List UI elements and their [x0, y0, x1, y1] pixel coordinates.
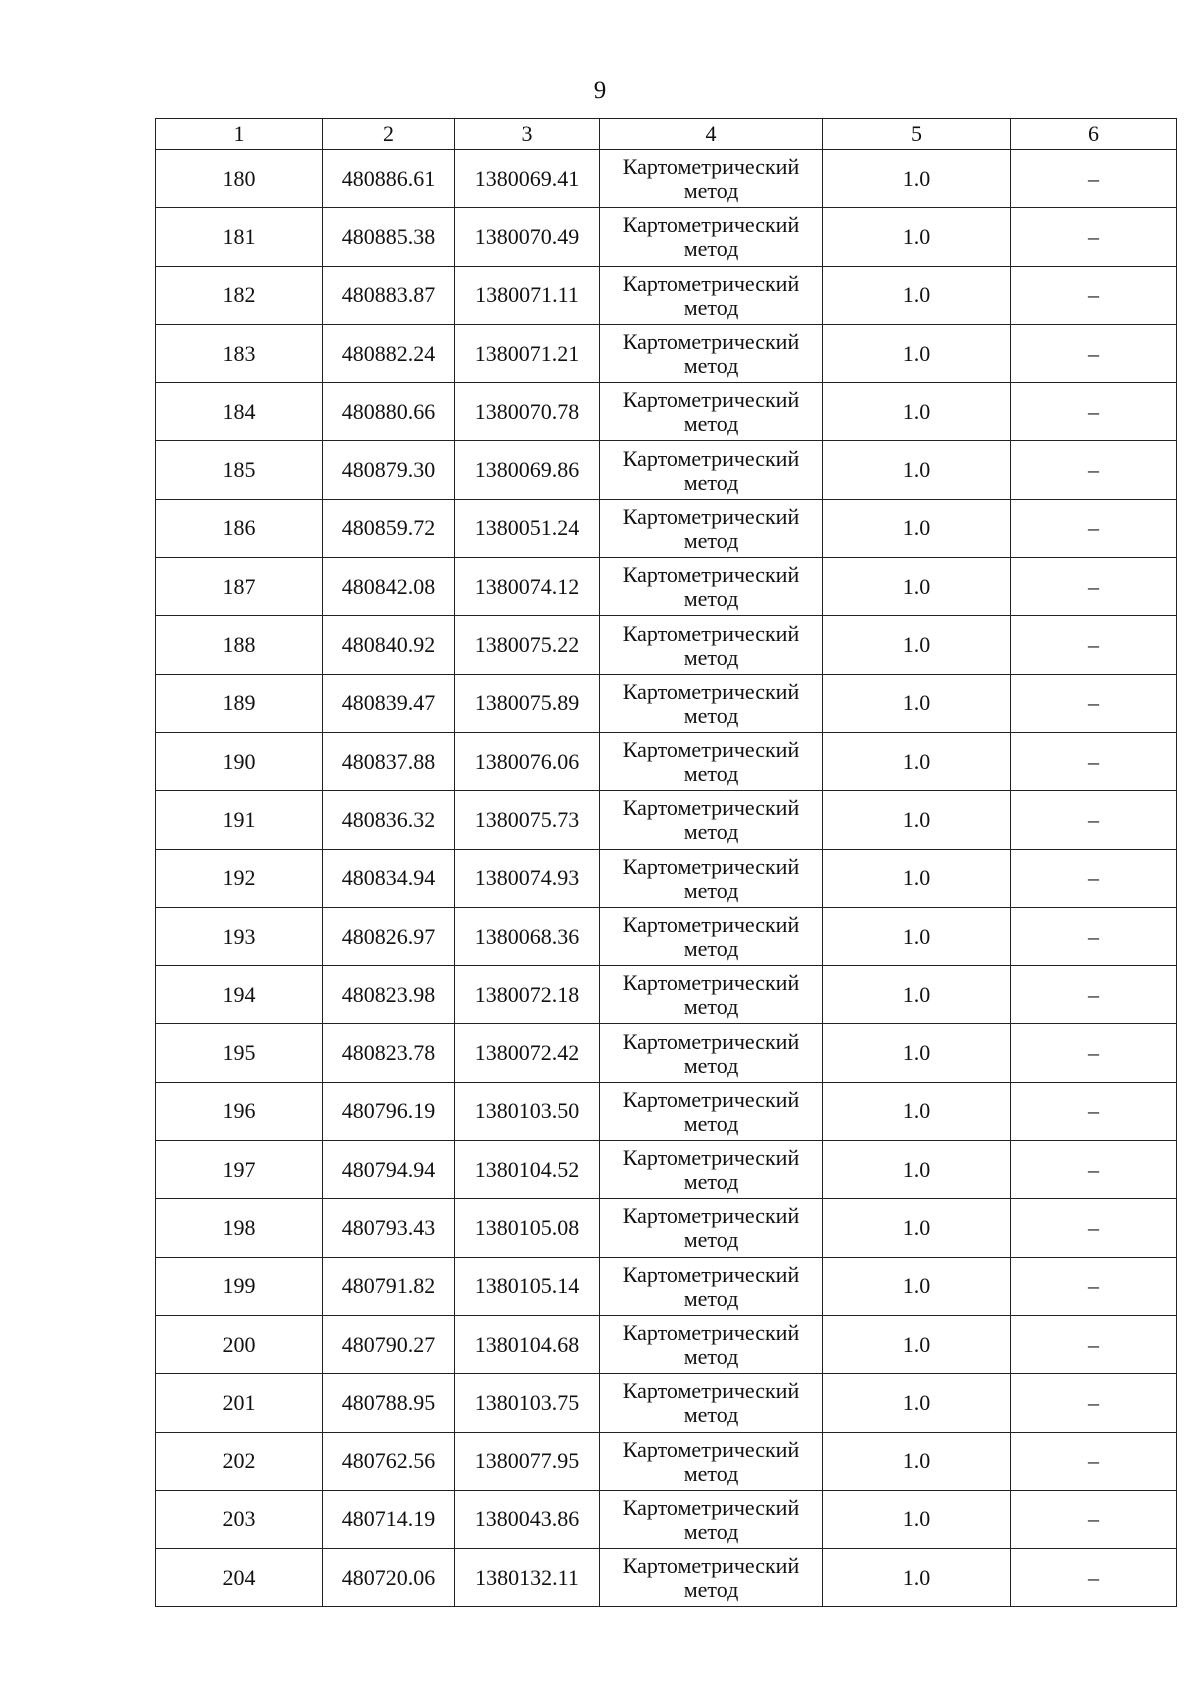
method-cell — [600, 616, 823, 674]
note-cell: – — [1011, 1257, 1177, 1315]
x-coordinate-cell: 480720.06 — [323, 1549, 455, 1607]
method-line-2: метод — [683, 1460, 739, 1486]
note-cell: – — [1011, 441, 1177, 499]
method-line-2: метод — [683, 1518, 739, 1544]
accuracy-cell: 1.0 — [823, 791, 1011, 849]
note-cell: – — [1011, 1199, 1177, 1257]
point-number-cell: 186 — [156, 499, 323, 557]
method-cell — [600, 208, 823, 266]
method-line-1: Картометрический — [622, 1145, 800, 1171]
point-number-cell: 200 — [156, 1315, 323, 1373]
y-coordinate-cell: 1380072.18 — [455, 966, 600, 1024]
accuracy-cell: 1.0 — [823, 1315, 1011, 1373]
method-line-2: метод — [683, 1227, 739, 1253]
method-line-1: Картометрический — [622, 1203, 800, 1229]
point-number-cell: 202 — [156, 1432, 323, 1490]
y-coordinate-cell: 1380074.12 — [455, 558, 600, 616]
method-cell — [600, 499, 823, 557]
table-row — [156, 208, 1177, 266]
note-cell: – — [1011, 616, 1177, 674]
accuracy-cell: 1.0 — [823, 383, 1011, 441]
point-number-cell: 204 — [156, 1549, 323, 1607]
x-coordinate-cell: 480796.19 — [323, 1082, 455, 1140]
method-cell — [600, 1549, 823, 1607]
method-line-1: Картометрический — [622, 212, 800, 238]
note-cell: – — [1011, 558, 1177, 616]
point-number-cell: 199 — [156, 1257, 323, 1315]
accuracy-cell: 1.0 — [823, 849, 1011, 907]
point-number-cell: 197 — [156, 1141, 323, 1199]
method-cell — [600, 849, 823, 907]
method-line-1: Картометрический — [622, 970, 800, 996]
accuracy-cell: 1.0 — [823, 616, 1011, 674]
method-line-2: метод — [683, 178, 739, 204]
x-coordinate-cell: 480886.61 — [323, 150, 455, 208]
x-coordinate-cell: 480880.66 — [323, 383, 455, 441]
point-number-cell: 185 — [156, 441, 323, 499]
y-coordinate-cell: 1380075.73 — [455, 791, 600, 849]
method-line-1: Картометрический — [622, 795, 800, 821]
method-cell — [600, 1432, 823, 1490]
accuracy-cell: 1.0 — [823, 1549, 1011, 1607]
method-line-2: метод — [683, 819, 739, 845]
header-col-4: 4 — [600, 119, 823, 150]
point-number-cell: 196 — [156, 1082, 323, 1140]
x-coordinate-cell: 480788.95 — [323, 1374, 455, 1432]
header-row — [156, 119, 1177, 150]
method-line-2: метод — [683, 527, 739, 553]
y-coordinate-cell: 1380070.78 — [455, 383, 600, 441]
x-coordinate-cell: 480882.24 — [323, 324, 455, 382]
accuracy-cell: 1.0 — [823, 1374, 1011, 1432]
x-coordinate-cell: 480794.94 — [323, 1141, 455, 1199]
note-cell: – — [1011, 208, 1177, 266]
coordinates-table — [155, 118, 1177, 1607]
method-cell — [600, 1199, 823, 1257]
table-row — [156, 907, 1177, 965]
note-cell: – — [1011, 324, 1177, 382]
y-coordinate-cell: 1380069.86 — [455, 441, 600, 499]
x-coordinate-cell: 480791.82 — [323, 1257, 455, 1315]
x-coordinate-cell: 480823.98 — [323, 966, 455, 1024]
point-number-cell: 181 — [156, 208, 323, 266]
accuracy-cell: 1.0 — [823, 324, 1011, 382]
method-line-1: Картометрический — [622, 1378, 800, 1404]
method-line-2: метод — [683, 702, 739, 728]
accuracy-cell: 1.0 — [823, 732, 1011, 790]
x-coordinate-cell: 480879.30 — [323, 441, 455, 499]
accuracy-cell: 1.0 — [823, 1257, 1011, 1315]
header-col-5: 5 — [823, 119, 1011, 150]
method-line-2: метод — [683, 936, 739, 961]
point-number-cell: 201 — [156, 1374, 323, 1432]
y-coordinate-cell: 1380132.11 — [455, 1549, 600, 1607]
point-number-cell: 180 — [156, 150, 323, 208]
accuracy-cell: 1.0 — [823, 1141, 1011, 1199]
point-number-cell: 184 — [156, 383, 323, 441]
note-cell: – — [1011, 499, 1177, 557]
table-body — [156, 150, 1177, 1607]
table-row — [156, 324, 1177, 382]
accuracy-cell: 1.0 — [823, 674, 1011, 732]
method-line-1: Картометрический — [622, 1494, 800, 1520]
accuracy-cell: 1.0 — [823, 1490, 1011, 1548]
table-row — [156, 1024, 1177, 1082]
method-cell — [600, 558, 823, 616]
table-row — [156, 849, 1177, 907]
table-row — [156, 383, 1177, 441]
method-line-1: Картометрический — [622, 387, 800, 413]
method-line-1: Картометрический — [622, 853, 800, 879]
x-coordinate-cell: 480883.87 — [323, 266, 455, 324]
method-line-1: Картометрический — [622, 1028, 800, 1054]
method-cell — [600, 1082, 823, 1140]
method-line-2: метод — [683, 1285, 739, 1311]
note-cell: – — [1011, 1490, 1177, 1548]
method-line-1: Картометрический — [622, 737, 800, 763]
x-coordinate-cell: 480714.19 — [323, 1490, 455, 1548]
method-line-1: Картометрический — [622, 445, 800, 471]
point-number-cell: 203 — [156, 1490, 323, 1548]
y-coordinate-cell: 1380104.68 — [455, 1315, 600, 1373]
method-line-2: метод — [683, 411, 739, 437]
y-coordinate-cell: 1380076.06 — [455, 732, 600, 790]
method-line-2: метод — [683, 1052, 739, 1078]
point-number-cell: 191 — [156, 791, 323, 849]
method-line-1: Картометрический — [622, 329, 800, 355]
note-cell: – — [1011, 266, 1177, 324]
point-number-cell: 183 — [156, 324, 323, 382]
accuracy-cell: 1.0 — [823, 499, 1011, 557]
note-cell: – — [1011, 966, 1177, 1024]
header-col-6: 6 — [1011, 119, 1177, 150]
point-number-cell: 182 — [156, 266, 323, 324]
y-coordinate-cell: 1380068.36 — [455, 907, 600, 965]
header-col-2: 2 — [323, 119, 455, 150]
note-cell: – — [1011, 1141, 1177, 1199]
method-line-2: метод — [683, 994, 739, 1020]
method-line-1: Картометрический — [622, 154, 800, 180]
note-cell: – — [1011, 1024, 1177, 1082]
x-coordinate-cell: 480762.56 — [323, 1432, 455, 1490]
accuracy-cell: 1.0 — [823, 1432, 1011, 1490]
x-coordinate-cell: 480839.47 — [323, 674, 455, 732]
accuracy-cell: 1.0 — [823, 1082, 1011, 1140]
method-line-2: метод — [683, 294, 739, 320]
method-line-2: метод — [683, 1344, 739, 1370]
method-cell — [600, 1374, 823, 1432]
method-cell — [600, 324, 823, 382]
y-coordinate-cell: 1380072.42 — [455, 1024, 600, 1082]
accuracy-cell: 1.0 — [823, 1199, 1011, 1257]
table-row — [156, 499, 1177, 557]
y-coordinate-cell: 1380069.41 — [455, 150, 600, 208]
method-line-2: метод — [683, 1110, 739, 1136]
y-coordinate-cell: 1380051.24 — [455, 499, 600, 557]
y-coordinate-cell: 1380105.08 — [455, 1199, 600, 1257]
table-row — [156, 674, 1177, 732]
point-number-cell: 188 — [156, 616, 323, 674]
method-cell — [600, 266, 823, 324]
y-coordinate-cell: 1380075.22 — [455, 616, 600, 674]
method-cell — [600, 383, 823, 441]
method-cell — [600, 441, 823, 499]
method-line-1: Картометрический — [622, 1320, 800, 1346]
method-line-1: Картометрический — [622, 1553, 800, 1579]
accuracy-cell: 1.0 — [823, 966, 1011, 1024]
table-row — [156, 1199, 1177, 1257]
accuracy-cell: 1.0 — [823, 441, 1011, 499]
note-cell: – — [1011, 150, 1177, 208]
accuracy-cell: 1.0 — [823, 150, 1011, 208]
table-row — [156, 150, 1177, 208]
table-row — [156, 558, 1177, 616]
method-line-2: метод — [683, 877, 739, 903]
method-line-2: метод — [683, 586, 739, 612]
x-coordinate-cell: 480836.32 — [323, 791, 455, 849]
note-cell: – — [1011, 674, 1177, 732]
point-number-cell: 193 — [156, 907, 323, 965]
method-line-2: метод — [683, 353, 739, 379]
y-coordinate-cell: 1380077.95 — [455, 1432, 600, 1490]
header-col-1: 1 — [156, 119, 323, 150]
method-line-2: метод — [683, 644, 739, 670]
x-coordinate-cell: 480790.27 — [323, 1315, 455, 1373]
method-cell — [600, 1024, 823, 1082]
point-number-cell: 189 — [156, 674, 323, 732]
header-col-3: 3 — [455, 119, 600, 150]
table-row — [156, 1315, 1177, 1373]
table-row — [156, 1549, 1177, 1607]
table-row — [156, 1490, 1177, 1548]
note-cell: – — [1011, 791, 1177, 849]
table-row — [156, 1257, 1177, 1315]
x-coordinate-cell: 480823.78 — [323, 1024, 455, 1082]
accuracy-cell: 1.0 — [823, 1024, 1011, 1082]
y-coordinate-cell: 1380070.49 — [455, 208, 600, 266]
table-row — [156, 616, 1177, 674]
point-number-cell: 194 — [156, 966, 323, 1024]
table-row — [156, 1141, 1177, 1199]
accuracy-cell: 1.0 — [823, 907, 1011, 965]
table-row — [156, 732, 1177, 790]
table-row — [156, 1082, 1177, 1140]
method-cell — [600, 966, 823, 1024]
y-coordinate-cell: 1380104.52 — [455, 1141, 600, 1199]
y-coordinate-cell: 1380043.86 — [455, 1490, 600, 1548]
note-cell: – — [1011, 849, 1177, 907]
method-line-1: Картометрический — [622, 1436, 800, 1462]
x-coordinate-cell: 480826.97 — [323, 907, 455, 965]
method-cell — [600, 1257, 823, 1315]
method-cell — [600, 907, 823, 965]
table-row — [156, 441, 1177, 499]
note-cell: – — [1011, 732, 1177, 790]
accuracy-cell: 1.0 — [823, 208, 1011, 266]
note-cell: – — [1011, 1432, 1177, 1490]
table-row — [156, 1374, 1177, 1432]
point-number-cell: 198 — [156, 1199, 323, 1257]
table-row — [156, 1432, 1177, 1490]
method-line-1: Картометрический — [622, 270, 800, 296]
accuracy-cell: 1.0 — [823, 558, 1011, 616]
note-cell: – — [1011, 1549, 1177, 1607]
method-line-2: метод — [683, 1402, 739, 1428]
y-coordinate-cell: 1380105.14 — [455, 1257, 600, 1315]
point-number-cell: 190 — [156, 732, 323, 790]
method-line-1: Картометрический — [622, 620, 800, 646]
table-row — [156, 266, 1177, 324]
method-cell — [600, 732, 823, 790]
method-line-2: метод — [683, 1169, 739, 1195]
note-cell: – — [1011, 1082, 1177, 1140]
note-cell: – — [1011, 1374, 1177, 1432]
table-row — [156, 966, 1177, 1024]
method-cell — [600, 1141, 823, 1199]
method-line-1: Картометрический — [622, 562, 800, 588]
method-line-2: метод — [683, 1577, 739, 1603]
method-cell — [600, 1490, 823, 1548]
y-coordinate-cell: 1380075.89 — [455, 674, 600, 732]
method-cell — [600, 150, 823, 208]
note-cell: – — [1011, 1315, 1177, 1373]
y-coordinate-cell: 1380071.21 — [455, 324, 600, 382]
method-line-2: метод — [683, 236, 739, 262]
point-number-cell: 195 — [156, 1024, 323, 1082]
x-coordinate-cell: 480837.88 — [323, 732, 455, 790]
point-number-cell: 187 — [156, 558, 323, 616]
method-line-2: метод — [683, 469, 739, 495]
x-coordinate-cell: 480793.43 — [323, 1199, 455, 1257]
point-number-cell: 192 — [156, 849, 323, 907]
y-coordinate-cell: 1380103.50 — [455, 1082, 600, 1140]
method-line-1: Картометрический — [622, 1261, 800, 1287]
table-row — [156, 791, 1177, 849]
method-line-1: Картометрический — [622, 1086, 800, 1112]
method-cell — [600, 791, 823, 849]
note-cell: – — [1011, 383, 1177, 441]
method-cell — [600, 674, 823, 732]
method-line-1: Картометрический — [622, 678, 800, 704]
x-coordinate-cell: 480840.92 — [323, 616, 455, 674]
x-coordinate-cell: 480859.72 — [323, 499, 455, 557]
method-cell — [600, 1315, 823, 1373]
method-line-2: метод — [683, 761, 739, 787]
note-cell: – — [1011, 907, 1177, 965]
x-coordinate-cell: 480885.38 — [323, 208, 455, 266]
page-number: 9 — [593, 77, 607, 104]
x-coordinate-cell: 480842.08 — [323, 558, 455, 616]
accuracy-cell: 1.0 — [823, 266, 1011, 324]
y-coordinate-cell: 1380074.93 — [455, 849, 600, 907]
y-coordinate-cell: 1380103.75 — [455, 1374, 600, 1432]
method-line-1: Картометрический — [622, 503, 800, 529]
y-coordinate-cell: 1380071.11 — [455, 266, 600, 324]
method-line-1: Картометрический — [622, 912, 800, 937]
x-coordinate-cell: 480834.94 — [323, 849, 455, 907]
